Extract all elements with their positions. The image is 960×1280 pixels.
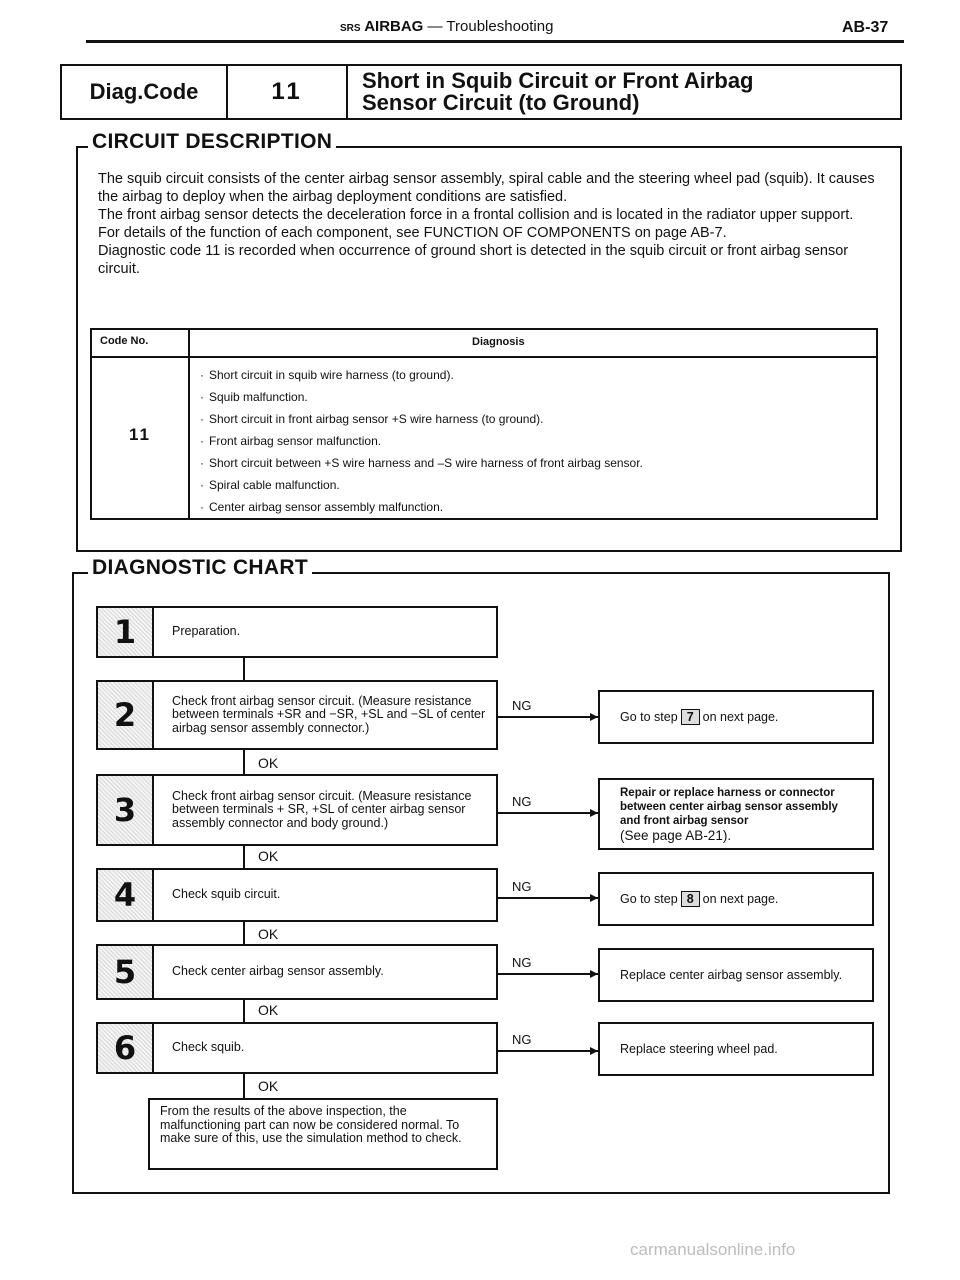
diag-desc-line2: Sensor Circuit (to Ground)	[362, 90, 640, 115]
diagnosis-table	[90, 328, 878, 520]
ok-label: OK	[258, 926, 279, 942]
header-rule	[86, 40, 904, 43]
flow-connector	[243, 1074, 245, 1098]
list-item: · Center airbag sensor assembly malfunction.	[200, 496, 870, 518]
flow-step-3	[96, 774, 498, 846]
arrow-right-icon	[590, 809, 598, 817]
diag-code-description	[362, 66, 890, 118]
circuit-description-title: CIRCUIT DESCRIPTION	[88, 130, 336, 154]
step-text: Check squib circuit.	[172, 887, 281, 902]
result-box-5	[598, 948, 874, 1002]
flow-step-4	[96, 868, 498, 922]
result-text: on next page.	[702, 892, 779, 906]
arrow-right-icon	[590, 1047, 598, 1055]
flow-step-1	[96, 606, 498, 658]
table-cell-code: 11	[129, 425, 151, 444]
ng-connector	[498, 897, 598, 899]
list-item: · Short circuit between +S wire harness and –S wire harness of front airbag sensor.	[200, 452, 870, 474]
step-number: 2	[98, 682, 154, 748]
ng-label: NG	[512, 1032, 532, 1047]
flow-connector	[243, 658, 245, 680]
step-number: 6	[98, 1024, 154, 1072]
ng-connector	[498, 973, 598, 975]
step-text: Preparation.	[172, 624, 241, 639]
list-item: · Short circuit in squib wire harness (to ground).	[200, 364, 870, 386]
list-item: · Short circuit in front airbag sensor +S wire harness (to ground).	[200, 408, 870, 430]
ng-label: NG	[512, 955, 532, 970]
result-box-3	[598, 778, 874, 850]
arrow-right-icon	[590, 713, 598, 721]
diagnosis-list	[200, 364, 870, 518]
step-number: 4	[98, 870, 154, 920]
srs-label: SRS	[340, 23, 361, 34]
circuit-description-text	[98, 170, 888, 278]
ng-connector	[498, 812, 598, 814]
diag-code-number: 11	[228, 66, 348, 118]
watermark-text: carmanualsonline.info	[630, 1240, 796, 1259]
table-header-diagnosis: Diagnosis	[472, 336, 525, 348]
flow-connector	[243, 750, 245, 774]
result-text: Go to step	[620, 892, 678, 906]
result-text: on next page.	[702, 710, 779, 724]
step-number: 1	[98, 608, 154, 656]
step-reference: 7	[681, 709, 700, 725]
diag-desc-line1: Short in Squib Circuit or Front Airbag	[362, 68, 754, 93]
page-header-title	[340, 18, 553, 35]
result-box-4	[598, 872, 874, 926]
cd-paragraph: Diagnostic code 11 is recorded when occurrence of ground short is detected in the squib circuit or front airbag sensor circuit.	[98, 243, 849, 277]
diag-code-box	[60, 64, 902, 120]
flow-connector	[243, 1000, 245, 1022]
result-text: Replace steering wheel pad.	[620, 1042, 778, 1056]
ng-label: NG	[512, 698, 532, 713]
page-number: AB-37	[842, 19, 889, 36]
header-subtitle: — Troubleshooting	[427, 18, 554, 35]
list-item: · Spiral cable malfunction.	[200, 474, 870, 496]
table-column-divider	[188, 330, 190, 518]
cd-paragraph: The squib circuit consists of the center airbag sensor assembly, spiral cable and the steering wheel pad (squib). It causes the airbag to deploy when the airbag deployment conditions are satisfied.	[98, 171, 875, 205]
ng-label: NG	[512, 794, 532, 809]
list-item: · Squib malfunction.	[200, 386, 870, 408]
cd-paragraph: For details of the function of each component, see FUNCTION OF COMPONENTS on page AB-7.	[98, 225, 727, 241]
ok-label: OK	[258, 755, 279, 771]
result-reference: (See page AB-21).	[620, 828, 732, 843]
result-box-2	[598, 690, 874, 744]
ok-label: OK	[258, 1002, 279, 1018]
step-text: Check squib.	[172, 1040, 245, 1055]
step-text: Check center airbag sensor assembly.	[172, 964, 384, 979]
flow-step-2	[96, 680, 498, 750]
step-text: Check front airbag sensor circuit. (Measure resistance between terminals +SR and −SR, +SL and −SL of center airbag sensor assembly connector.)	[172, 693, 486, 735]
arrow-right-icon	[590, 894, 598, 902]
step-text: Check front airbag sensor circuit. (Measure resistance between terminals + SR, +SL of center airbag sensor assembly connector and body ground.)	[172, 788, 472, 830]
arrow-right-icon	[590, 970, 598, 978]
table-header-code: Code No.	[100, 335, 149, 347]
result-text: Replace center airbag sensor assembly.	[620, 968, 843, 982]
flow-connector	[243, 846, 245, 868]
flow-connector	[243, 922, 245, 944]
header-title: AIRBAG	[364, 18, 424, 35]
step-reference: 8	[681, 891, 700, 907]
flow-step-6	[96, 1022, 498, 1074]
diagnostic-chart-title: DIAGNOSTIC CHART	[88, 556, 312, 580]
table-header-divider	[92, 356, 876, 358]
result-text: Repair or replace harness or connector between center airbag sensor assembly and front airbag sensor	[620, 787, 838, 827]
step-number: 5	[98, 946, 154, 998]
list-item: · Front airbag sensor malfunction.	[200, 430, 870, 452]
final-note-box: From the results of the above inspection, the malfunctioning part can now be considered normal. To make sure of this, use the simulation method to check.	[148, 1098, 498, 1170]
ng-label: NG	[512, 879, 532, 894]
ok-label: OK	[258, 848, 279, 864]
result-text: Go to step	[620, 710, 678, 724]
ng-connector	[498, 716, 598, 718]
ok-label: OK	[258, 1078, 279, 1094]
ng-connector	[498, 1050, 598, 1052]
flow-step-5	[96, 944, 498, 1000]
cd-paragraph: The front airbag sensor detects the deceleration force in a frontal collision and is located in the radiator upper support.	[98, 207, 854, 223]
result-box-6	[598, 1022, 874, 1076]
diag-code-label: Diag.Code	[62, 66, 228, 118]
step-number: 3	[98, 776, 154, 844]
